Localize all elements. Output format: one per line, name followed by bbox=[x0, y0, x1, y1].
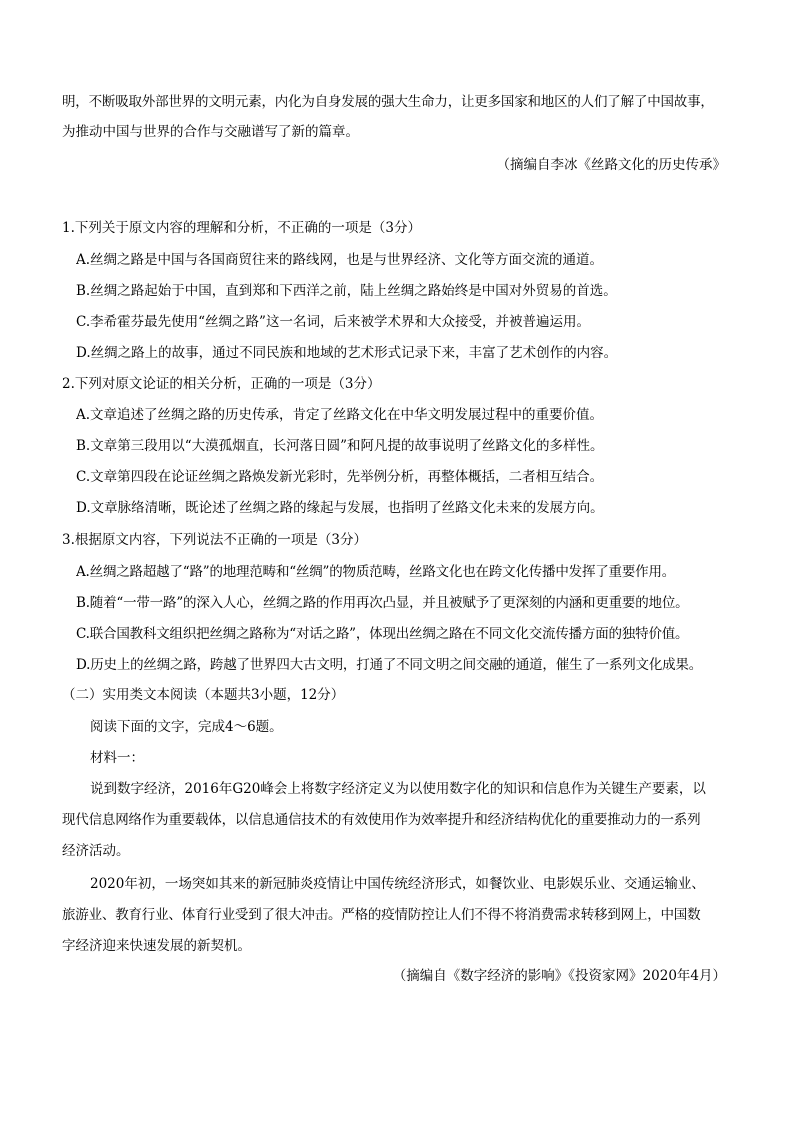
question-2-option-a: A.文章追述了丝绸之路的历史传承，肯定了丝路文化在中华文明发展过程中的重要价值。 bbox=[76, 407, 604, 423]
material-1-paragraph-2-line-1: 2020年初，一场突如其来的新冠肺炎疫情让中国传统经济形式，如餐饮业、电影娱乐业、交通运输业、 bbox=[90, 876, 705, 892]
question-1-option-b: B.丝绸之路起始于中国，直到郑和下西洋之前，陆上丝绸之路始终是中国对外贸易的首选。 bbox=[76, 283, 617, 299]
material-1-paragraph-2-line-2: 旅游业、教育行业、体育行业受到了很大冲击。严格的疫情防控让人们不得不将消费需求转移到网上，中国数 bbox=[62, 907, 701, 923]
intro-source: （摘编自李冰《丝路文化的历史传承》 bbox=[496, 157, 726, 173]
question-1-option-d: D.丝绸之路上的故事，通过不同民族和地域的艺术形式记录下来，丰富了艺术创作的内容。 bbox=[76, 345, 618, 361]
intro-line-2: 为推动中国与世界的合作与交融谱写了新的篇章。 bbox=[62, 124, 359, 140]
question-3-option-d: D.历史上的丝绸之路，跨越了世界四大古文明，打通了不同文明之间交融的通道，催生了一系列文化成果。 bbox=[76, 657, 703, 673]
question-3-stem: 3.根据原文内容，下列说法不正确的一项是（3分） bbox=[62, 532, 367, 548]
question-2-option-c: C.文章第四段在论证丝绸之路焕发新光彩时，先举例分析，再整体概括，二者相互结合。 bbox=[76, 469, 604, 485]
question-2-option-d: D.文章脉络清晰，既论述了丝绸之路的缘起与发展，也指明了丝路文化未来的发展方向。 bbox=[76, 500, 604, 516]
intro-line-1: 明，不断吸取外部世界的文明元素，内化为自身发展的强大生命力，让更多国家和地区的人们了解了中国故事， bbox=[62, 94, 714, 110]
question-2-option-b: B.文章第三段用以“大漠孤烟直，长河落日圆”和阿凡提的故事说明了丝路文化的多样性。 bbox=[76, 438, 604, 454]
section-2-heading: （二）实用类文本阅读（本题共3小题，12分） bbox=[62, 687, 345, 703]
question-1-stem: 1.下列关于原文内容的理解和分析，不正确的一项是（3分） bbox=[62, 220, 421, 236]
question-2-stem: 2.下列对原文论证的相关分析，正确的一项是（3分） bbox=[62, 376, 381, 392]
material-label: 材料一： bbox=[90, 750, 144, 766]
material-1-paragraph-2-line-3: 字经济迎来快速发展的新契机。 bbox=[62, 938, 251, 954]
reading-instruction: 阅读下面的文字，完成4～6题。 bbox=[90, 719, 283, 735]
question-3-option-b: B.随着“一带一路”的深入人心，丝绸之路的作用再次凸显，并且被赋予了更深刻的内涵和更重要的地位。 bbox=[76, 595, 689, 611]
material-1-paragraph-1-line-1: 说到数字经济，2016年G20峰会上将数字经济定义为以使用数字化的知识和信息作为关键生产要素，以 bbox=[90, 781, 706, 797]
material-1-source: （摘编自《数字经济的影响》《投资家网》2020年4月） bbox=[392, 968, 726, 984]
question-1-option-a: A.丝绸之路是中国与各国商贸往来的路线网，也是与世界经济、文化等方面交流的通道。 bbox=[76, 252, 604, 268]
question-1-option-c: C.李希霍芬最先使用“丝绸之路”这一名词，后来被学术界和大众接受，并被普遍运用。 bbox=[76, 314, 590, 330]
material-1-paragraph-1-line-2: 现代信息网络作为重要载体，以信息通信技术的有效使用作为效率提升和经济结构优化的重要推动力的一系列 bbox=[62, 812, 701, 828]
question-3-option-a: A.丝绸之路超越了“路”的地理范畴和“丝绸”的物质范畴，丝路文化也在跨文化传播中发挥了重要作用。 bbox=[76, 564, 676, 580]
material-1-paragraph-1-line-3: 经济活动。 bbox=[62, 843, 130, 859]
question-3-option-c: C.联合国教科文组织把丝绸之路称为“对话之路”，体现出丝绸之路在不同文化交流传播方面的独特价值。 bbox=[76, 626, 689, 642]
